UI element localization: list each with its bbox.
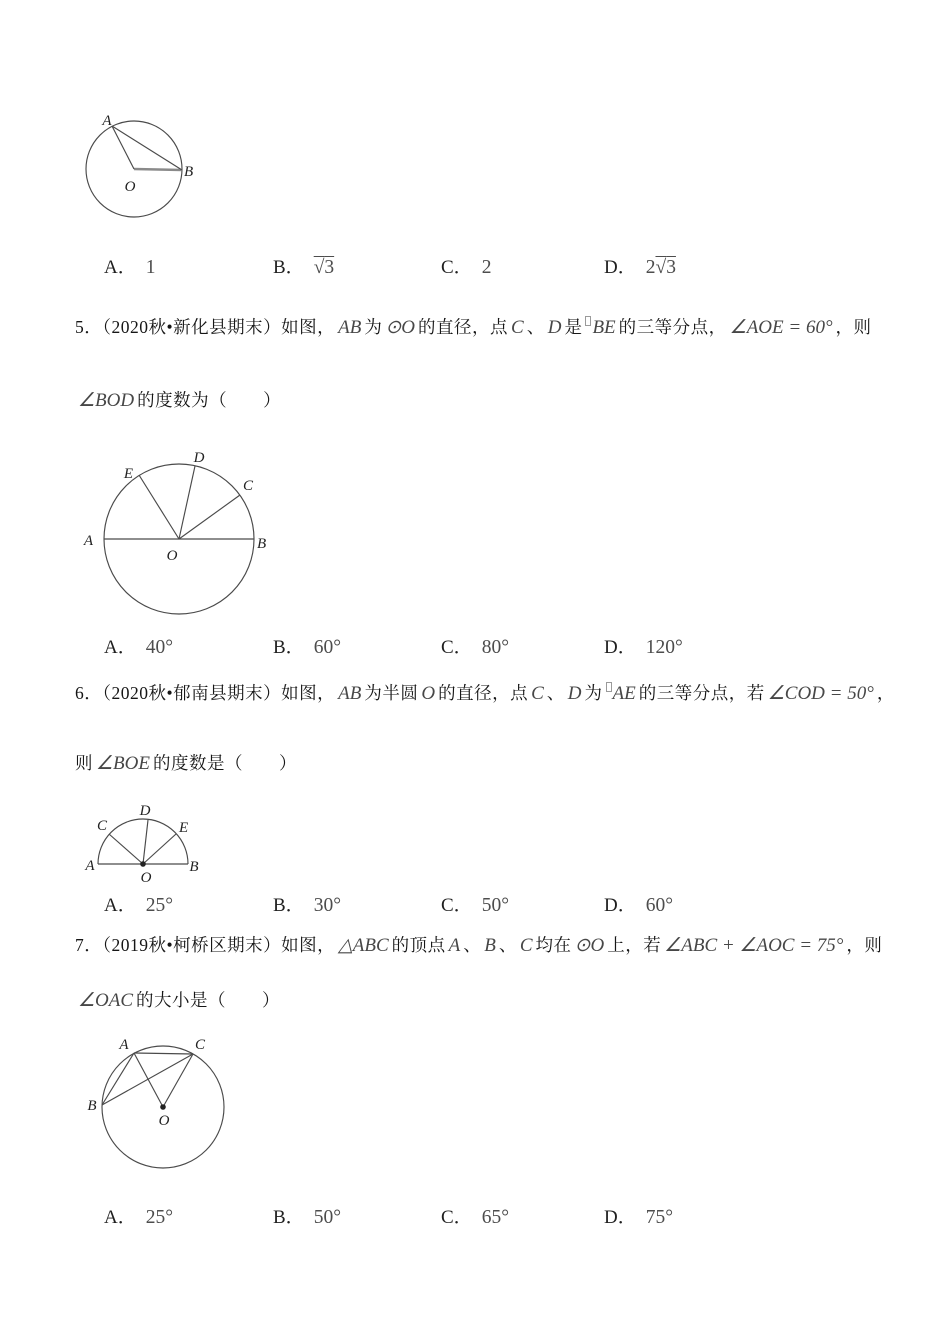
center-point-dot: [160, 1104, 166, 1110]
point-label-b: B: [87, 1098, 97, 1114]
zh-text: 为: [584, 683, 603, 703]
option-key: B．: [273, 1207, 305, 1228]
option-d: [604, 890, 673, 917]
arc-ae-expression: [606, 683, 636, 704]
q6-options-row: [0, 890, 950, 924]
answer-blank: （ ）: [209, 390, 282, 410]
chord-ab-line: [112, 126, 182, 170]
zh-text: 、: [546, 683, 565, 703]
option-key: C．: [441, 257, 473, 278]
center-point-dot: [140, 861, 146, 867]
option-key: C．: [441, 637, 473, 658]
option-b: [273, 632, 341, 659]
math-text: AB: [338, 317, 362, 338]
point-label-e: E: [123, 466, 133, 482]
point-label-b: B: [184, 164, 194, 180]
zh-text: 7．（2019秋•柯桥区期末）如图，: [75, 935, 336, 955]
option-key: D．: [604, 1207, 637, 1228]
chord-ac-line: [134, 1053, 193, 1054]
point-label-b: B: [189, 859, 199, 875]
option-value: 2: [645, 257, 656, 278]
chord-ab-line: [102, 1053, 134, 1105]
q5-statement-line1: [75, 312, 895, 344]
option-value: 80°: [481, 637, 509, 658]
radius-oe-line: [139, 475, 179, 539]
math-text: ∠BOE: [96, 753, 150, 774]
zh-text: 为: [364, 317, 383, 337]
option-value: 1: [145, 257, 156, 278]
radius-oc-line: [179, 495, 240, 539]
zh-text: 的度数是: [152, 753, 225, 773]
option-value: 25°: [145, 1207, 174, 1228]
math-text: D: [567, 683, 582, 704]
option-a: [104, 890, 173, 917]
zh-text: 5．（2020秋•新化县期末）如图，: [75, 317, 336, 337]
point-label-a: A: [85, 858, 95, 874]
q7-statement-line1: [75, 930, 895, 962]
option-value: 65°: [481, 1207, 509, 1228]
point-label-o: O: [124, 179, 136, 195]
zh-text: 均在: [535, 935, 572, 955]
option-key: C．: [441, 1207, 473, 1228]
option-c: [441, 1202, 509, 1229]
arc-symbol-icon: [606, 682, 612, 692]
answer-blank: （ ）: [208, 990, 281, 1010]
point-label-a: A: [83, 533, 93, 549]
math-text: C: [511, 317, 524, 338]
math-text: ∠ABC + ∠AOC = 75°: [664, 935, 844, 956]
q7-circle-figure: [82, 1036, 242, 1188]
zh-text: 的直径，点: [438, 683, 529, 703]
q4-options-row: [0, 252, 950, 286]
zh-text: 的直径，点: [418, 317, 509, 337]
radius-oa-line: [134, 1053, 163, 1107]
point-label-o: O: [158, 1113, 170, 1129]
math-text: ∠BOD: [78, 390, 135, 411]
math-text: D: [547, 317, 562, 338]
option-key: A．: [104, 637, 137, 658]
zh-text: 、: [498, 935, 517, 955]
option-key: A．: [104, 257, 137, 278]
math-text: ∠OAC: [78, 990, 134, 1011]
point-label-o: O: [140, 870, 152, 886]
option-d: [604, 252, 676, 279]
zh-text: 的大小是: [136, 990, 209, 1010]
option-d: [604, 632, 683, 659]
zh-text: 则: [75, 753, 93, 773]
option-value: 30°: [313, 895, 341, 916]
point-label-b: B: [257, 536, 267, 552]
math-text: ∠COD = 50°: [767, 683, 874, 704]
option-key: C．: [441, 895, 473, 916]
zh-text: 的三等分点，: [618, 317, 727, 337]
math-text: O: [421, 683, 436, 704]
radius-od-line: [143, 820, 148, 864]
option-value: 120°: [645, 637, 683, 658]
zh-text: ，: [876, 683, 895, 703]
point-label-c: C: [243, 478, 254, 494]
option-d: [604, 1202, 673, 1229]
point-label-o: O: [166, 548, 178, 564]
radical-value: √ 3: [314, 257, 334, 278]
option-key: D．: [604, 257, 637, 278]
q4-circle-figure: [75, 110, 205, 232]
option-key: A．: [104, 1207, 137, 1228]
option-key: A．: [104, 895, 137, 916]
zh-text: 的顶点: [391, 935, 446, 955]
radius-oc-line: [109, 834, 143, 864]
math-text: AE: [612, 683, 636, 704]
point-label-e: E: [179, 820, 189, 836]
math-text: C: [531, 683, 544, 704]
option-a: [104, 632, 173, 659]
option-value: 25°: [145, 895, 174, 916]
option-value: 75°: [645, 1207, 674, 1228]
math-text: B: [484, 935, 496, 956]
chord-bc-line: [102, 1054, 193, 1105]
radical-value: √ 3: [655, 257, 675, 278]
arc-symbol-icon: [585, 316, 591, 326]
zh-text: 的三等分点，若: [638, 683, 765, 703]
zh-text: 6．（2020秋•郁南县期末）如图，: [75, 683, 336, 703]
option-b: [273, 1202, 341, 1229]
q5-circle-figure: [75, 448, 275, 633]
point-label-c: C: [96, 818, 108, 834]
option-a: [104, 252, 155, 279]
math-text: C: [519, 935, 533, 956]
zh-text: 、: [463, 935, 482, 955]
math-text: ⊙O: [385, 317, 416, 338]
math-text: △ABC: [338, 935, 389, 956]
option-b: [273, 252, 334, 279]
zh-text: 是: [564, 317, 583, 337]
radius-oe-line: [143, 834, 176, 864]
option-c: [441, 632, 509, 659]
semicircle-arc: [98, 819, 188, 864]
option-value: 60°: [313, 637, 341, 658]
zh-text: 、: [526, 317, 545, 337]
arc-be-expression: [585, 317, 615, 338]
q5-statement-line2: [75, 385, 895, 417]
option-value: 2: [481, 257, 492, 278]
q6-semicircle-figure: [78, 798, 228, 890]
q6-statement-line2: [75, 748, 895, 780]
zh-text: 为半圆: [364, 683, 419, 703]
point-label-a: A: [102, 113, 112, 129]
q5-options-row: [0, 632, 950, 666]
option-key: D．: [604, 895, 637, 916]
option-value: 40°: [145, 637, 174, 658]
q7-statement-line2: [75, 985, 895, 1017]
option-key: B．: [273, 257, 305, 278]
math-text: A: [448, 935, 461, 956]
math-text: AB: [338, 683, 362, 704]
option-a: [104, 1202, 173, 1229]
option-key: D．: [604, 637, 637, 658]
option-b: [273, 890, 341, 917]
zh-text: ，则: [846, 935, 883, 955]
radius-od-line: [179, 466, 195, 539]
math-text: ⊙O: [574, 935, 605, 956]
point-label-d: D: [193, 450, 205, 466]
option-key: B．: [273, 637, 305, 658]
point-label-a: A: [119, 1037, 129, 1053]
zh-text: ，则: [835, 317, 872, 337]
option-c: [441, 252, 491, 279]
option-value: 50°: [481, 895, 509, 916]
point-label-d: D: [139, 803, 151, 819]
point-label-c: C: [195, 1037, 206, 1053]
q6-statement-line1: [75, 678, 895, 710]
option-c: [441, 890, 509, 917]
math-text: BE: [592, 317, 616, 338]
option-value: 60°: [645, 895, 674, 916]
option-key: B．: [273, 895, 305, 916]
math-text: ∠AOE = 60°: [729, 317, 833, 338]
option-value: 50°: [313, 1207, 341, 1228]
answer-blank: （ ）: [224, 753, 297, 773]
zh-text: 上，若: [607, 935, 662, 955]
q7-options-row: [0, 1202, 950, 1236]
radius-ob-line: [134, 169, 182, 170]
zh-text: 的度数为: [137, 390, 210, 410]
